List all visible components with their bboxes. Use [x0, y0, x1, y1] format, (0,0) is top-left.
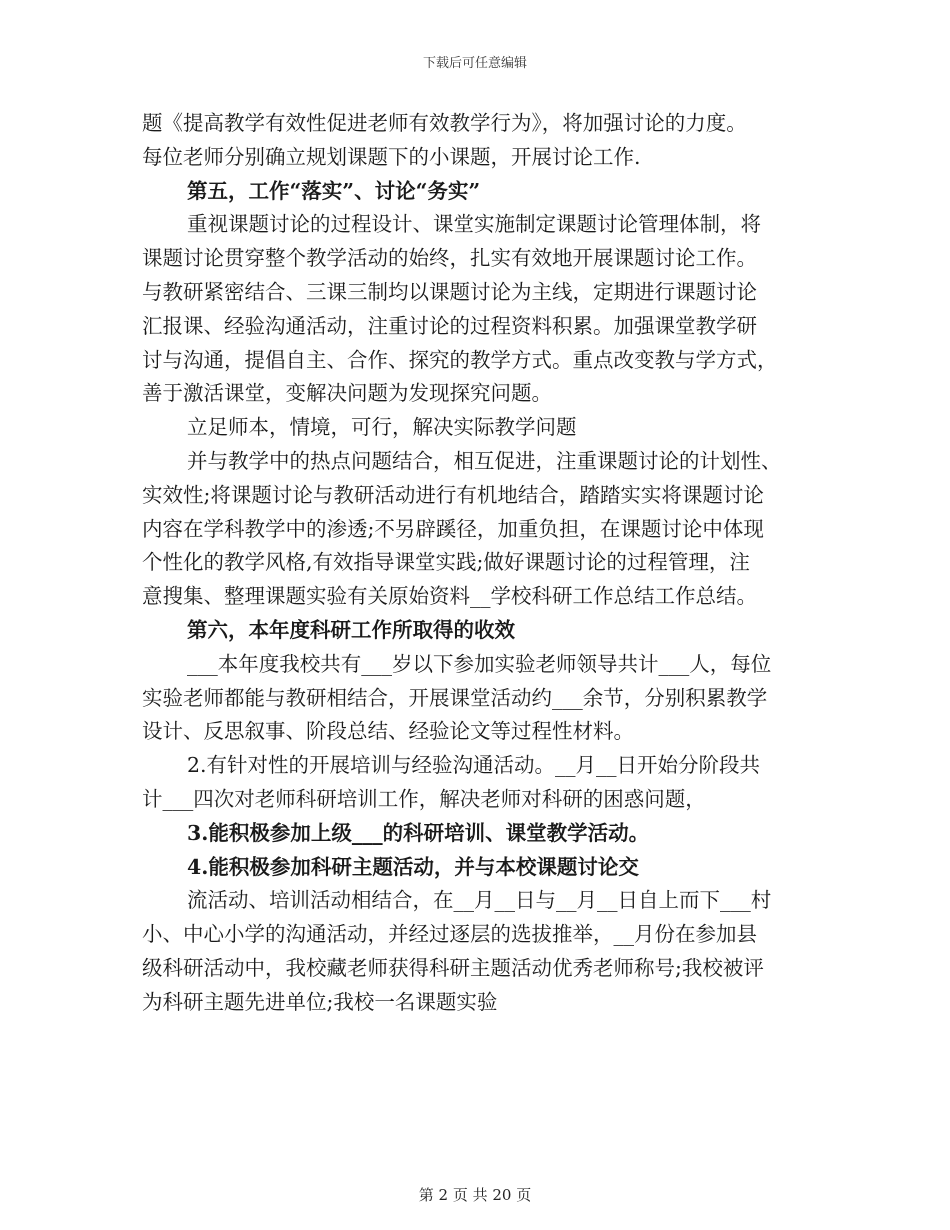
- section-heading: 第五，工作“落实”、讨论“务实”: [187, 178, 481, 203]
- paragraph-line: 每位老师分别确立规划课题下的小课题，开展讨论工作.: [142, 144, 641, 169]
- paragraph-line: 意搜集、整理课题实验有关原始资料__学校科研工作总结工作总结。: [142, 584, 757, 609]
- document-body: [142, 107, 810, 1020]
- page-header: 下载后可任意编辑: [422, 56, 527, 71]
- numbered-heading: 3.能积极参加上级___的科研培训、课堂教学活动。: [187, 820, 650, 845]
- paragraph-line: 设计、反思叙事、阶段总结、经验论文等过程性材料。: [142, 719, 634, 744]
- paragraph-line: ___本年度我校共有___岁以下参加实验老师领导共计___人，每位: [187, 651, 772, 676]
- paragraph-line: 汇报课、经验沟通活动，注重讨论的过程资料积累。加强课堂教学研: [142, 313, 757, 338]
- paragraph-line: 流活动、培训活动相结合，在__月__日与__月__日自上而下___村: [187, 888, 772, 913]
- paragraph-line: 重视课题讨论的过程设计、课堂实施制定课题讨论管理体制，将: [187, 212, 761, 237]
- paragraph-line: 立足师本，情境，可行，解决实际教学问题: [187, 415, 577, 440]
- paragraph-line: 计___四次对老师科研培训工作，解决老师对科研的困惑问题，: [142, 786, 706, 811]
- paragraph-line: 内容在学科教学中的渗透;不另辟蹊径，加重负担，在课题讨论中体现: [142, 516, 764, 541]
- paragraph-line: 级科研活动中，我校藏老师获得科研主题活动优秀老师称号;我校被评: [142, 955, 764, 980]
- paragraph-line: 2.有针对性的开展培训与经验沟通活动。__月__日开始分阶段共: [187, 753, 761, 778]
- paragraph-line: 题《提高教学有效性促进老师有效教学行为》，将加强讨论的力度。: [142, 111, 747, 135]
- page-footer: 第 2 页 共 20 页: [418, 1186, 532, 1204]
- paragraph-line: 与教研紧密结合、三课三制均以课题讨论为主线，定期进行课题讨论: [142, 279, 757, 304]
- paragraph-line: 小、中心小学的沟通活动，并经过逐层的选拔推举，__月份在参加县: [142, 922, 757, 947]
- numbered-heading: 4.能积极参加科研主题活动，并与本校课题讨论交: [187, 854, 639, 879]
- paragraph-line: 为科研主题先进单位;我校一名课题实验: [142, 989, 498, 1014]
- paragraph-line: 实验老师都能与教研相结合，开展课堂活动约___余节，分别积累教学: [142, 685, 768, 710]
- paragraph-line: 实效性;将课题讨论与教研活动进行有机地结合，踏踏实实将课题讨论: [142, 482, 764, 507]
- paragraph-line: 课题讨论贯穿整个教学活动的始终，扎实有效地开展课题讨论工作。: [142, 246, 757, 271]
- paragraph-line: 个性化的教学风格,有效指导课堂实践;做好课题讨论的过程管理，注: [142, 550, 750, 575]
- paragraph-line: 并与教学中的热点问题结合，相互促进，注重课题讨论的计划性、: [187, 448, 782, 473]
- paragraph-line: 讨与沟通，提倡自主、合作、探究的教学方式。重点改变教与学方式，: [142, 347, 778, 372]
- section-heading: 第六，本年度科研工作所取得的收效: [187, 617, 515, 642]
- paragraph-line: 善于激活课堂，变解决问题为发现探究问题。: [142, 381, 552, 406]
